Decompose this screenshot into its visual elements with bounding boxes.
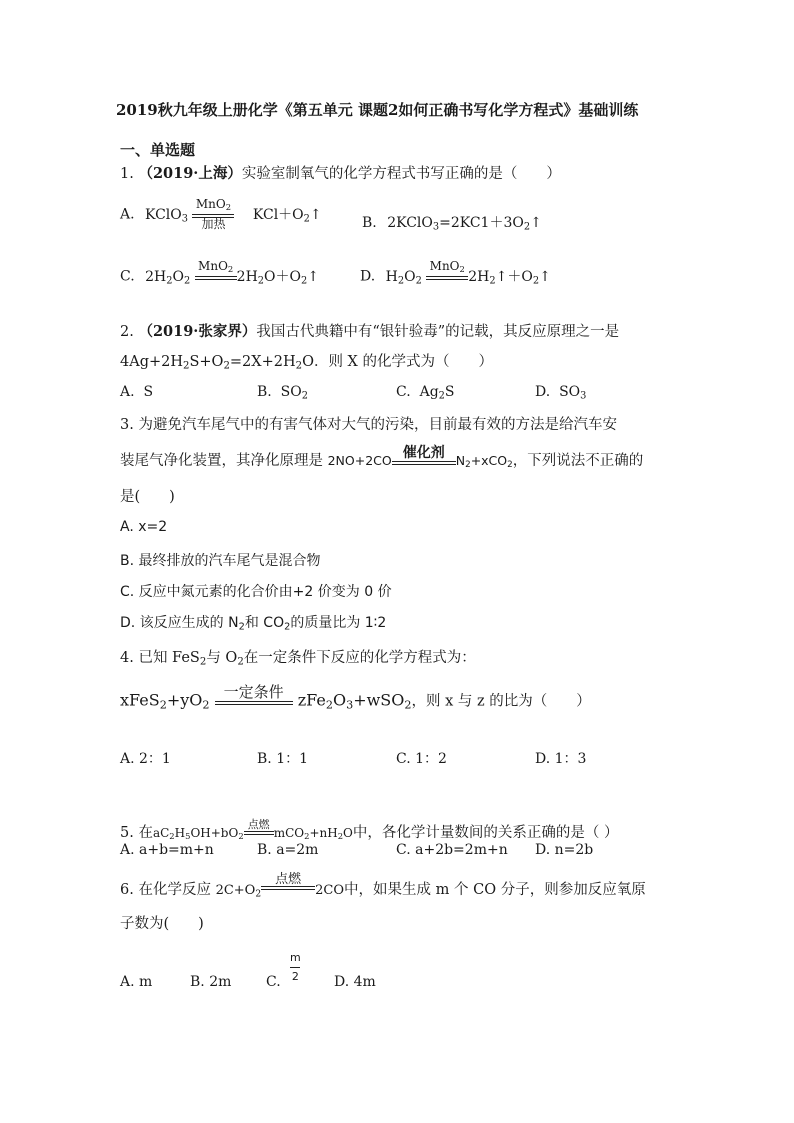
option-c: C. 反应中氮元素的化合价由+2 价变为 0 价 — [120, 584, 392, 600]
question-2: 2. （2019·张家界）我国古代典籍中有“银针验毒”的记载，其反应原理之一是 — [120, 323, 620, 340]
fraction-m-over-2: $\frac{m}{2}$ — [290, 951, 301, 983]
question-2-line2: $4Ag+2H_2S+O_2=2X+2H_2O$．则 X 的化学式为（ ） — [120, 354, 493, 372]
reaction-arrow: MnO$_2$ — [195, 260, 237, 293]
question-4: 4. 已知 FeS$_2$与 $O_2$在一定条件下反应的化学方程式为： — [120, 650, 476, 668]
reaction-arrow: 点燃 — [261, 873, 315, 903]
question-3-line3: 是( ) — [120, 489, 175, 505]
reaction-arrow: 催化剂 — [392, 445, 456, 465]
question-4-equation: $xFeS_2+yO_2$ 一定条件 $zFe_2O_3+wSO_2$，则 x 与 z 的比为（ ） — [120, 684, 591, 718]
option-d: D. $H_2O_2$ MnO$_2$ $2H_2↑+O_2↑$ — [360, 260, 551, 293]
option-c: C. a+2b=2m+n — [396, 842, 508, 858]
question-source: （2019·张家界） — [138, 323, 257, 340]
option-a: A. a+b=m+n — [120, 842, 214, 858]
option-b: B. 2m — [190, 974, 232, 990]
question-3-line2: 装尾气净化装置，其净化原理是 2NO+2CO 催化剂 $N_2+xCO_2$，下列说法不正确的 — [120, 445, 644, 471]
option-c: C. — [266, 974, 281, 990]
option-d: D. 该反应生成的 $N_2$和 $CO_2$的质量比为 1∶2 — [120, 615, 387, 633]
question-text: 实验室制氧气的化学方程式书写正确的是（ ） — [241, 166, 561, 182]
reaction-arrow: MnO$_2$ — [426, 260, 468, 293]
option-b: B. $SO_2$ — [257, 384, 308, 402]
option-a: A. S — [120, 384, 154, 400]
option-a: A. m — [120, 974, 153, 990]
page-title: 2019秋九年级上册化学《第五单元 课题2如何正确书写化学方程式》基础训练 — [116, 101, 639, 119]
reaction-arrow: 点燃 — [244, 818, 274, 848]
equation-left: KClO$_3$ — [145, 206, 188, 224]
question-number: 1. — [120, 166, 134, 182]
reaction-arrow: 一定条件 — [215, 684, 293, 718]
option-a — [120, 198, 322, 231]
question-3: 3. 为避免汽车尾气中的有害气体对大气的污染，目前最有效的方法是给汽车安 — [120, 417, 617, 433]
question-6-line2: 子数为( ) — [120, 916, 204, 932]
option-label: A. — [120, 206, 135, 223]
option-b: B. a=2m — [257, 842, 319, 858]
option-c: C. 1：2 — [396, 751, 447, 767]
option-b: B. 1：1 — [257, 751, 309, 767]
question-5: 5. 在$aC_2H_5OH+bO_2$ 点燃 $mCO_2+nH_2O$中，各化学计量数间的关系正确的是（ ） — [120, 818, 618, 848]
option-d: D. 4m — [334, 974, 376, 990]
option-a: A. x=2 — [120, 519, 168, 535]
question-1 — [120, 163, 561, 185]
option-d: D. n=2b — [535, 842, 594, 858]
option-d: D. 1：3 — [535, 751, 587, 767]
equation-right: $KCl+O_2↑$ — [252, 206, 322, 224]
option-b: B. 最终排放的汽车尾气是混合物 — [120, 553, 321, 569]
option-c: C. $2H_2O_2$ MnO$_2$ $2H_2O+O_2↑$ — [120, 260, 319, 293]
section-heading: 一、单选题 — [120, 141, 196, 159]
option-c: C. $Ag_2S$ — [396, 384, 455, 402]
question-6: 6. 在化学反应 $2C+O_2$ 点燃 2CO中，如果生成 m 个 CO 分子，则参加反应氧原 — [120, 875, 646, 905]
option-a: A. 2：1 — [120, 751, 171, 767]
question-source: （2019·上海） — [138, 165, 242, 182]
option-d: D. $SO_3$ — [535, 384, 587, 402]
option-b: B. $2KClO_3=2KC1+3O_2↑$ — [362, 215, 542, 233]
reaction-arrow: MnO$_2$ 加热 — [192, 198, 234, 231]
